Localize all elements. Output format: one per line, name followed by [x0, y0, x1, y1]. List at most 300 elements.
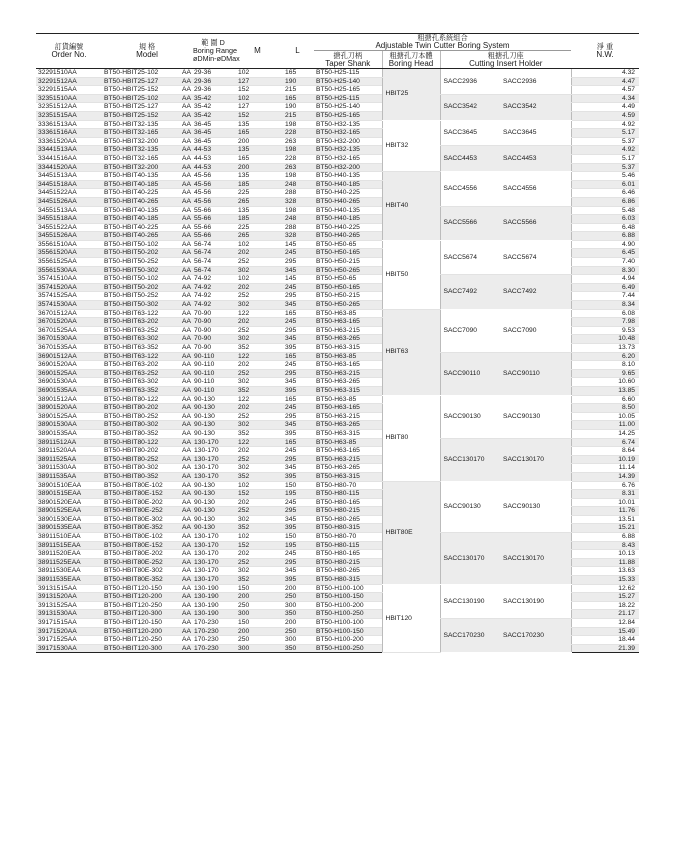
table-body	[36, 69, 639, 653]
boring-range-cell: 36-45	[192, 129, 234, 138]
grade-cell: AA	[182, 636, 191, 644]
m-cell: 102	[234, 481, 281, 490]
boring-range-cell: 90-130	[192, 515, 234, 524]
model-cell: BT50-HBIT80E-202	[102, 550, 180, 559]
l-cell: 165	[281, 309, 314, 318]
boring-range-cell: 130-170	[192, 550, 234, 559]
order-no-cell: 38911535EAA	[36, 576, 102, 585]
m-cell: 127	[234, 77, 281, 86]
boring-range-cell: 70-90	[192, 309, 234, 318]
m-cell: 300	[234, 644, 281, 653]
taper-shank-cell: BT50-H100-100	[314, 619, 382, 628]
m-cell: 200	[234, 137, 281, 146]
boring-range-cell: 56-74	[192, 249, 234, 258]
insert-holder-cell: SACC130170	[500, 533, 571, 585]
taper-shank-cell: BT50-H63-265	[314, 421, 382, 430]
l-cell: 198	[281, 146, 314, 155]
m-cell: 150	[234, 619, 281, 628]
m-cell: 122	[234, 309, 281, 318]
m-cell: 135	[234, 146, 281, 155]
boring-range-cell: 45-56	[192, 189, 234, 198]
taper-shank-cell: BT50-H32-135	[314, 120, 382, 129]
order-no-cell: 33441520AA	[36, 163, 102, 172]
l-cell: 200	[281, 619, 314, 628]
grade-cell: AA	[182, 361, 191, 369]
model-cell: BT50-HBIT120-150	[102, 619, 180, 628]
insert-holder-cell: SACC90110	[440, 352, 500, 395]
net-weight-cell: 11.76	[571, 507, 639, 516]
boring-range-cell: 44-53	[192, 163, 234, 172]
insert-holder-cell: SACC3645	[500, 120, 571, 146]
net-weight-cell: 18.22	[571, 601, 639, 610]
grade-cell: AA	[182, 163, 191, 171]
taper-shank-cell: BT50-H40-135	[314, 206, 382, 215]
model-cell: BT50-HBIT50-102	[102, 275, 180, 284]
net-weight-cell: 15.33	[571, 576, 639, 585]
model-cell: BT50-HBIT120-250	[102, 636, 180, 645]
m-cell: 302	[234, 378, 281, 387]
m-cell: 122	[234, 438, 281, 447]
m-cell: 135	[234, 120, 281, 129]
grade-cell: AA	[182, 86, 191, 94]
model-cell: BT50-HBIT32-165	[102, 154, 180, 163]
system-header-zh: 粗搪孔系統組合	[417, 33, 468, 42]
m-cell: 165	[234, 129, 281, 138]
grade-cell: AA	[182, 275, 191, 283]
order-no-cell: 35561530AA	[36, 266, 102, 275]
m-cell: 102	[234, 94, 281, 103]
net-weight-cell: 4.92	[571, 120, 639, 129]
model-cell: BT50-HBIT80-302	[102, 421, 180, 430]
grade-cell: AA	[182, 498, 191, 506]
l-cell: 300	[281, 601, 314, 610]
boring-head-cell: HBIT40	[382, 172, 440, 241]
model-cell: BT50-HBIT63-352	[102, 386, 180, 395]
order-no-cell: 35741510AA	[36, 275, 102, 284]
m-cell: 152	[234, 111, 281, 120]
model-cell: BT50-HBIT50-202	[102, 283, 180, 292]
m-cell: 352	[234, 472, 281, 481]
taper-shank-cell: BT50-H63-265	[314, 335, 382, 344]
l-cell: 345	[281, 464, 314, 473]
m-cell: 302	[234, 301, 281, 310]
grade-cell: AA	[182, 215, 191, 223]
taper-shank-cell: BT50-H32-165	[314, 154, 382, 163]
model-cell: BT50-HBIT63-352	[102, 344, 180, 353]
grade-cell: AA	[182, 593, 191, 601]
model-cell: BT50-HBIT25-152	[102, 111, 180, 120]
l-cell: 200	[281, 584, 314, 593]
l-cell: 395	[281, 576, 314, 585]
order-no-cell: 38901510EAA	[36, 481, 102, 490]
boring-range-cell: 56-74	[192, 240, 234, 249]
m-cell: 252	[234, 455, 281, 464]
boring-range-cell: 45-56	[192, 197, 234, 206]
m-cell: 225	[234, 189, 281, 198]
l-cell: 248	[281, 180, 314, 189]
m-cell: 185	[234, 215, 281, 224]
m-cell: 252	[234, 558, 281, 567]
m-cell: 202	[234, 447, 281, 456]
model-cell: BT50-HBIT32-135	[102, 146, 180, 155]
m-cell: 165	[234, 154, 281, 163]
grade-cell: AA	[182, 576, 191, 584]
boring-range-cell: 90-130	[192, 498, 234, 507]
grade-cell: AA	[182, 283, 191, 291]
grade-cell: AA	[182, 154, 191, 162]
insert-holder-cell: SACC3542	[440, 94, 500, 120]
boring-range-cell: 56-74	[192, 258, 234, 267]
boring-range-cell: 90-110	[192, 352, 234, 361]
l-cell: 345	[281, 301, 314, 310]
grade-cell: AA	[182, 335, 191, 343]
model-cell: BT50-HBIT25-102	[102, 69, 180, 78]
grade-cell: AA	[182, 533, 191, 541]
boring-range-cell: 70-90	[192, 344, 234, 353]
boring-range-cell: 74-92	[192, 292, 234, 301]
table-row	[36, 352, 639, 361]
model-cell: BT50-HBIT50-302	[102, 301, 180, 310]
l-cell: 295	[281, 558, 314, 567]
net-weight-cell: 21.17	[571, 610, 639, 619]
m-cell: 102	[234, 275, 281, 284]
model-cell: BT50-HBIT80-252	[102, 455, 180, 464]
insert-holder-cell: SACC130170	[440, 533, 500, 585]
l-cell: 350	[281, 610, 314, 619]
l-cell: 345	[281, 378, 314, 387]
l-cell: 345	[281, 515, 314, 524]
boring-range-cell: 90-130	[192, 395, 234, 404]
taper-shank-cell: BT50-H63-315	[314, 344, 382, 353]
order-no-header-zh: 訂貨編號	[54, 42, 84, 51]
model-cell: BT50-HBIT120-150	[102, 584, 180, 593]
l-cell: 165	[281, 94, 314, 103]
net-weight-cell: 8.31	[571, 490, 639, 499]
l-cell: 215	[281, 111, 314, 120]
model-cell: BT50-HBIT80E-202	[102, 498, 180, 507]
l-cell: 245	[281, 283, 314, 292]
l-cell: 300	[281, 636, 314, 645]
order-no-cell: 34451513AA	[36, 172, 102, 181]
m-cell: 252	[234, 507, 281, 516]
insert-holder-cell: SACC2936	[500, 69, 571, 95]
grade-cell: AA	[182, 567, 191, 575]
m-cell: 200	[234, 593, 281, 602]
insert-holder-cell: SACC4556	[440, 172, 500, 206]
taper-shank-cell: BT50-H25-140	[314, 103, 382, 112]
l-cell: 295	[281, 258, 314, 267]
l-cell: 395	[281, 344, 314, 353]
taper-shank-cell: BT50-H63-165	[314, 404, 382, 413]
grade-cell: AA	[182, 455, 191, 463]
l-cell: 215	[281, 86, 314, 95]
net-weight-cell: 4.92	[571, 146, 639, 155]
boring-head-cell: HBIT50	[382, 240, 440, 309]
l-cell: 263	[281, 163, 314, 172]
taper-shank-cell: BT50-H25-115	[314, 94, 382, 103]
net-weight-cell: 4.49	[571, 103, 639, 112]
taper-shank-cell: BT50-H80-115	[314, 490, 382, 499]
taper-shank-cell: BT50-H25-140	[314, 77, 382, 86]
insert-holder-header-zh: 粗搪孔刀座	[487, 50, 524, 60]
order-no-cell: 38901525AA	[36, 412, 102, 421]
m-cell: 252	[234, 258, 281, 267]
boring-range-cell: 170-230	[192, 644, 234, 653]
boring-range-cell: 130-170	[192, 438, 234, 447]
grade-cell: AA	[182, 69, 191, 76]
m-cell: 225	[234, 223, 281, 232]
net-weight-cell: 4.59	[571, 111, 639, 120]
order-no-cell: 36701535AA	[36, 344, 102, 353]
order-no-cell: 32351515AA	[36, 111, 102, 120]
model-cell: BT50-HBIT40-135	[102, 172, 180, 181]
net-weight-cell: 6.20	[571, 352, 639, 361]
boring-range-cell: 130-170	[192, 447, 234, 456]
net-weight-cell: 15.27	[571, 593, 639, 602]
net-weight-cell: 6.60	[571, 395, 639, 404]
order-no-cell: 38911520EAA	[36, 550, 102, 559]
taper-shank-cell: BT50-H50-65	[314, 240, 382, 249]
boring-head-header-en: Boring Head	[388, 58, 434, 68]
taper-shank-cell: BT50-H32-135	[314, 146, 382, 155]
taper-shank-cell: BT50-H63-165	[314, 318, 382, 327]
taper-shank-cell: BT50-H40-265	[314, 197, 382, 206]
boring-head-cell: HBIT120	[382, 584, 440, 653]
l-cell: 165	[281, 352, 314, 361]
net-weight-cell: 8.43	[571, 541, 639, 550]
order-no-cell: 38911530EAA	[36, 567, 102, 576]
model-cell: BT50-HBIT63-122	[102, 352, 180, 361]
grade-cell: AA	[182, 240, 191, 248]
net-weight-cell: 6.45	[571, 249, 639, 258]
net-weight-cell: 11.14	[571, 464, 639, 473]
table-row	[36, 584, 639, 593]
grade-cell: AA	[182, 146, 191, 154]
boring-range-cell: 130-170	[192, 567, 234, 576]
model-cell: BT50-HBIT40-135	[102, 206, 180, 215]
net-weight-cell: 14.25	[571, 429, 639, 438]
order-no-cell: 39131525AA	[36, 601, 102, 610]
l-cell: 150	[281, 481, 314, 490]
order-no-cell: 33441513AA	[36, 146, 102, 155]
order-no-cell: 38901535AA	[36, 429, 102, 438]
l-cell: 198	[281, 206, 314, 215]
taper-shank-cell: BT50-H80-265	[314, 567, 382, 576]
insert-holder-cell: SACC90110	[500, 352, 571, 395]
m-cell: 302	[234, 567, 281, 576]
model-cell: BT50-HBIT50-202	[102, 249, 180, 258]
l-cell: 250	[281, 627, 314, 636]
m-header: M	[234, 34, 281, 69]
table-row	[36, 120, 639, 129]
model-header-en: Model	[136, 50, 158, 59]
table-row	[36, 619, 639, 628]
boring-range-cell: 130-190	[192, 601, 234, 610]
m-cell: 122	[234, 395, 281, 404]
grade-cell: AA	[182, 180, 191, 188]
grade-cell: AA	[182, 558, 191, 566]
boring-range-cell: 130-190	[192, 593, 234, 602]
table-row	[36, 172, 639, 181]
grade-cell: AA	[182, 77, 191, 85]
l-cell: 263	[281, 137, 314, 146]
m-cell: 185	[234, 180, 281, 189]
order-no-header	[36, 34, 102, 69]
taper-shank-cell: BT50-H40-225	[314, 189, 382, 198]
net-weight-cell: 10.05	[571, 412, 639, 421]
boring-range-cell: 90-110	[192, 361, 234, 370]
net-weight-cell: 11.00	[571, 421, 639, 430]
insert-holder-cell: SACC170230	[440, 619, 500, 653]
taper-shank-cell: BT50-H100-150	[314, 593, 382, 602]
taper-shank-header-zh: 搪孔刀柄	[333, 50, 363, 60]
order-no-cell: 39131515AA	[36, 584, 102, 593]
grade-cell: AA	[182, 352, 191, 360]
insert-holder-cell: SACC130190	[440, 584, 500, 618]
m-cell: 300	[234, 610, 281, 619]
grade-cell: AA	[182, 369, 191, 377]
grade-cell: AA	[182, 438, 191, 446]
grade-cell: AA	[182, 266, 191, 274]
taper-shank-cell: BT50-H63-265	[314, 464, 382, 473]
net-weight-cell: 6.01	[571, 180, 639, 189]
taper-shank-cell: BT50-H63-165	[314, 447, 382, 456]
boring-range-cell: 45-56	[192, 180, 234, 189]
taper-shank-cell: BT50-H50-215	[314, 258, 382, 267]
grade-cell: AA	[182, 258, 191, 266]
order-no-cell: 32351512AA	[36, 103, 102, 112]
grade-cell: AA	[182, 120, 191, 128]
grade-cell: AA	[182, 301, 191, 309]
taper-shank-cell: BT50-H80-115	[314, 541, 382, 550]
m-cell: 265	[234, 232, 281, 241]
taper-shank-cell: BT50-H63-215	[314, 326, 382, 335]
taper-shank-cell: BT50-H63-165	[314, 361, 382, 370]
taper-shank-cell: BT50-H63-85	[314, 352, 382, 361]
model-cell: BT50-HBIT80-352	[102, 429, 180, 438]
net-weight-cell: 10.48	[571, 335, 639, 344]
net-weight-cell: 15.21	[571, 524, 639, 533]
l-cell: 245	[281, 249, 314, 258]
order-no-cell: 35741520AA	[36, 283, 102, 292]
model-cell: BT50-HBIT63-302	[102, 335, 180, 344]
model-cell: BT50-HBIT63-252	[102, 369, 180, 378]
grade-cell: AA	[182, 412, 191, 420]
order-no-cell: 34451522AA	[36, 189, 102, 198]
grade-cell: AA	[182, 404, 191, 412]
order-no-cell: 38911535AA	[36, 472, 102, 481]
boring-head-cell: HBIT80	[382, 395, 440, 481]
l-cell: 345	[281, 266, 314, 275]
taper-shank-cell: BT50-H50-165	[314, 249, 382, 258]
boring-head-header	[382, 51, 440, 69]
l-cell: 150	[281, 533, 314, 542]
taper-shank-cell: BT50-H80-165	[314, 498, 382, 507]
table-row	[36, 275, 639, 284]
grade-cell: AA	[182, 103, 191, 111]
order-no-cell: 38911510EAA	[36, 533, 102, 542]
grade-cell: AA	[182, 206, 191, 214]
taper-shank-cell: BT50-H32-165	[314, 129, 382, 138]
net-weight-cell: 12.84	[571, 619, 639, 628]
boring-range-cell: 35-42	[192, 111, 234, 120]
order-no-cell: 35741530AA	[36, 301, 102, 310]
net-weight-cell: 6.76	[571, 481, 639, 490]
order-no-cell: 34451518AA	[36, 180, 102, 189]
grade-cell: AA	[182, 292, 191, 300]
l-cell: 195	[281, 541, 314, 550]
boring-range-cell: 90-110	[192, 386, 234, 395]
order-no-cell: 34551513AA	[36, 206, 102, 215]
insert-holder-cell: SACC5566	[440, 206, 500, 240]
m-cell: 102	[234, 240, 281, 249]
boring-range-cell: 56-74	[192, 266, 234, 275]
m-cell: 352	[234, 524, 281, 533]
insert-holder-cell: SACC5674	[440, 240, 500, 274]
grade-cell: AA	[182, 249, 191, 257]
net-weight-cell: 10.13	[571, 550, 639, 559]
boring-range-cell: 55-66	[192, 232, 234, 241]
order-no-cell: 32291515AA	[36, 86, 102, 95]
m-cell: 302	[234, 335, 281, 344]
boring-range-cell: 36-45	[192, 137, 234, 146]
boring-range-cell: 44-53	[192, 154, 234, 163]
grade-cell: AA	[182, 524, 191, 532]
m-cell: 152	[234, 490, 281, 499]
net-weight-cell: 8.10	[571, 361, 639, 370]
taper-shank-cell: BT50-H50-165	[314, 283, 382, 292]
m-cell: 202	[234, 498, 281, 507]
insert-holder-cell: SACC4453	[500, 146, 571, 172]
grade-cell: AA	[182, 601, 191, 609]
m-cell: 352	[234, 344, 281, 353]
table-row	[36, 533, 639, 542]
grade-cell: AA	[182, 472, 191, 480]
net-weight-cell: 13.85	[571, 386, 639, 395]
model-cell: BT50-HBIT63-122	[102, 309, 180, 318]
model-cell: BT50-HBIT80-252	[102, 412, 180, 421]
m-cell: 352	[234, 576, 281, 585]
order-no-cell: 33361513AA	[36, 120, 102, 129]
insert-holder-header	[440, 51, 571, 69]
net-weight-cell: 10.19	[571, 455, 639, 464]
model-cell: BT50-HBIT120-300	[102, 610, 180, 619]
grade-cell: AA	[182, 189, 191, 197]
insert-holder-cell: SACC130190	[500, 584, 571, 618]
boring-range-cell: 90-110	[192, 378, 234, 387]
boring-range-header-zh: 範 圍 D	[201, 38, 225, 47]
insert-holder-cell: SACC7492	[440, 275, 500, 309]
l-cell: 328	[281, 197, 314, 206]
net-weight-cell: 5.48	[571, 206, 639, 215]
model-cell: BT50-HBIT80-352	[102, 472, 180, 481]
taper-shank-cell: BT50-H63-215	[314, 412, 382, 421]
model-cell: BT50-HBIT40-225	[102, 223, 180, 232]
boring-head-cell: HBIT80E	[382, 481, 440, 584]
m-cell: 250	[234, 601, 281, 610]
model-cell: BT50-HBIT40-185	[102, 180, 180, 189]
taper-shank-cell: BT50-H50-265	[314, 301, 382, 310]
grade-cell: AA	[182, 541, 191, 549]
l-cell: 198	[281, 172, 314, 181]
table-row	[36, 206, 639, 215]
net-weight-cell: 5.37	[571, 137, 639, 146]
taper-shank-cell: BT50-H63-85	[314, 395, 382, 404]
l-cell: 350	[281, 644, 314, 653]
order-no-cell: 34551526AA	[36, 232, 102, 241]
model-cell: BT50-HBIT32-200	[102, 163, 180, 172]
boring-range-cell: 70-90	[192, 335, 234, 344]
